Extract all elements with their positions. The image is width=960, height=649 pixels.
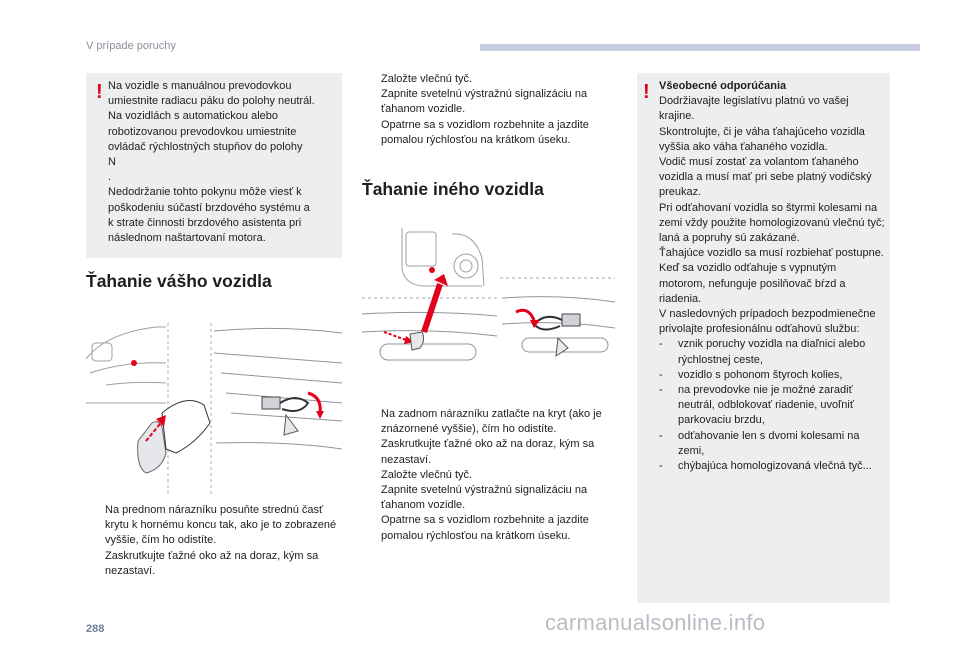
own-vehicle-steps	[86, 503, 342, 579]
list-item	[362, 437, 615, 467]
header-bar	[480, 44, 920, 51]
list-item-text: Opatrne sa s vozidlom rozbehnite a jazdite pomalou rýchlosťou na krátkom úseku.	[381, 514, 589, 542]
list-item-text: Založte vlečnú tyč.	[381, 73, 473, 85]
warning-line: Nedodržanie tohto pokynu môže viesť k	[108, 186, 302, 199]
warning-line: poškodeniu súčastí brzdového systému a	[108, 201, 310, 214]
list-item	[659, 368, 885, 383]
rear-tow-eye-illustration	[362, 228, 615, 376]
dash-marker: -	[659, 460, 663, 473]
warning-box-general	[637, 73, 890, 603]
section-title-other-vehicle: Ťahanie iného vozidla	[362, 179, 544, 199]
other-vehicle-steps	[362, 407, 615, 544]
warning-icon: !	[643, 81, 650, 103]
warning-line: .	[108, 171, 112, 184]
recommendation-paragraph: Keď sa vozidlo odťahuje s vypnutým motorom, nefunguje posilňovač bŕzd a riadenia.	[659, 262, 846, 305]
list-item-text: Zapnite svetelnú výstražnú signalizáciu na ťahanom vozidle.	[381, 88, 588, 116]
warning-icon: !	[96, 81, 103, 103]
warning-line: umiestnite radiacu páku do polohy neutrál.	[108, 95, 315, 108]
list-item	[362, 87, 615, 117]
list-item-text: Na zadnom nárazníku zatlačte na kryt (ako je znázornené vyššie), čím ho odistíte.	[381, 408, 602, 436]
list-item	[362, 118, 615, 148]
list-item-text: Zaskrutkujte ťažné oko až na doraz, kým sa nezastaví.	[381, 438, 595, 466]
warning-line: Na vozidle s manuálnou prevodovkou	[108, 80, 292, 92]
general-recommendations	[659, 79, 885, 474]
recommendation-paragraph: Pri odťahovaní vozidla so štyrmi kolesami na zemi vždy použite homologizovanú vlečnú tyč; laná a popruhy sú zakázané.	[659, 201, 885, 245]
page-number: 288	[86, 623, 105, 635]
warning-line: Na vozidlách s automatickou alebo	[108, 110, 278, 123]
section-title-own-vehicle: Ťahanie vášho vozidla	[86, 271, 272, 291]
list-item-text: vozidlo s pohonom štyroch kolies,	[678, 368, 843, 381]
recommendation-paragraph: Skontrolujte, či je váha ťahajúceho vozidla vyššia ako váha ťahaného vozidla.	[659, 125, 865, 153]
list-item-text: Zaskrutkujte ťažné oko až na doraz, kým sa nezastaví.	[105, 549, 319, 577]
list-item-text: Na prednom nárazníku posuňte strednú časť krytu k hornému koncu tak, ako je to zobrazené vyššie, čím ho odistíte.	[105, 504, 337, 547]
dash-marker: -	[659, 368, 663, 381]
list-item	[86, 549, 342, 579]
list-item	[659, 383, 885, 429]
list-item-text: odťahovanie len s dvomi kolesami na zemi,	[678, 429, 860, 457]
list-item	[362, 513, 615, 543]
list-item-text: chýbajúca homologizovaná vlečná tyč...	[678, 460, 872, 473]
front-tow-eye-illustration	[86, 323, 342, 495]
list-item	[362, 407, 615, 437]
dash-marker: -	[659, 384, 663, 397]
list-item-text: Založte vlečnú tyč.	[381, 468, 473, 481]
warning-line: následnom naštartovaní motora.	[108, 232, 266, 245]
recommendation-paragraph: V nasledovných prípadoch bezpodmienečne privolajte profesionálnu odťahovú službu:	[659, 308, 876, 336]
page-header-title: V prípade poruchy	[86, 40, 176, 52]
warning-line: robotizovanou prevodovkou umiestnite	[108, 125, 297, 138]
towing-steps-continued	[362, 72, 615, 148]
dash-marker: -	[659, 338, 663, 351]
list-item	[86, 503, 342, 549]
list-item	[659, 337, 885, 367]
list-item	[362, 483, 615, 513]
dash-marker: -	[659, 429, 663, 442]
list-item	[659, 459, 885, 474]
list-item-text: Zapnite svetelnú výstražnú signalizáciu na ťahanom vozidle.	[381, 484, 588, 512]
warning-line: N	[108, 156, 116, 169]
professional-service-cases	[659, 337, 885, 474]
recommendation-paragraph: Ťahajúce vozidlo sa musí rozbiehať postupne.	[659, 247, 884, 260]
warning-box-neutral	[86, 73, 342, 258]
warning-line: k strate činnosti brzdového asistenta pri	[108, 216, 302, 229]
list-item-text: vznik poruchy vozidla na diaľnici alebo rýchlostnej ceste,	[678, 338, 866, 366]
recommendation-paragraph: Dodržiavajte legislatívu platnú vo vašej krajine.	[659, 95, 849, 123]
list-item-text: na prevodovke nie je možné zaradiť neutrál, odblokovať riadenie, uvoľniť parkovaciu brzdu,	[678, 384, 854, 427]
list-item	[659, 429, 885, 459]
recommendations-title: Všeobecné odporúčania	[659, 80, 787, 92]
warning-line: ovládač rýchlostných stupňov do polohy	[108, 140, 303, 153]
warning-text	[108, 79, 336, 246]
list-item	[362, 72, 615, 87]
watermark: carmanualsonline.info	[545, 610, 766, 635]
list-item	[362, 468, 615, 483]
list-item-text: Opatrne sa s vozidlom rozbehnite a jazdite pomalou rýchlosťou na krátkom úseku.	[381, 118, 589, 146]
recommendation-paragraph: Vodič musí zostať za volantom ťahaného vozidla a musí mať pri sebe platný vodičský preukaz.	[659, 156, 872, 199]
